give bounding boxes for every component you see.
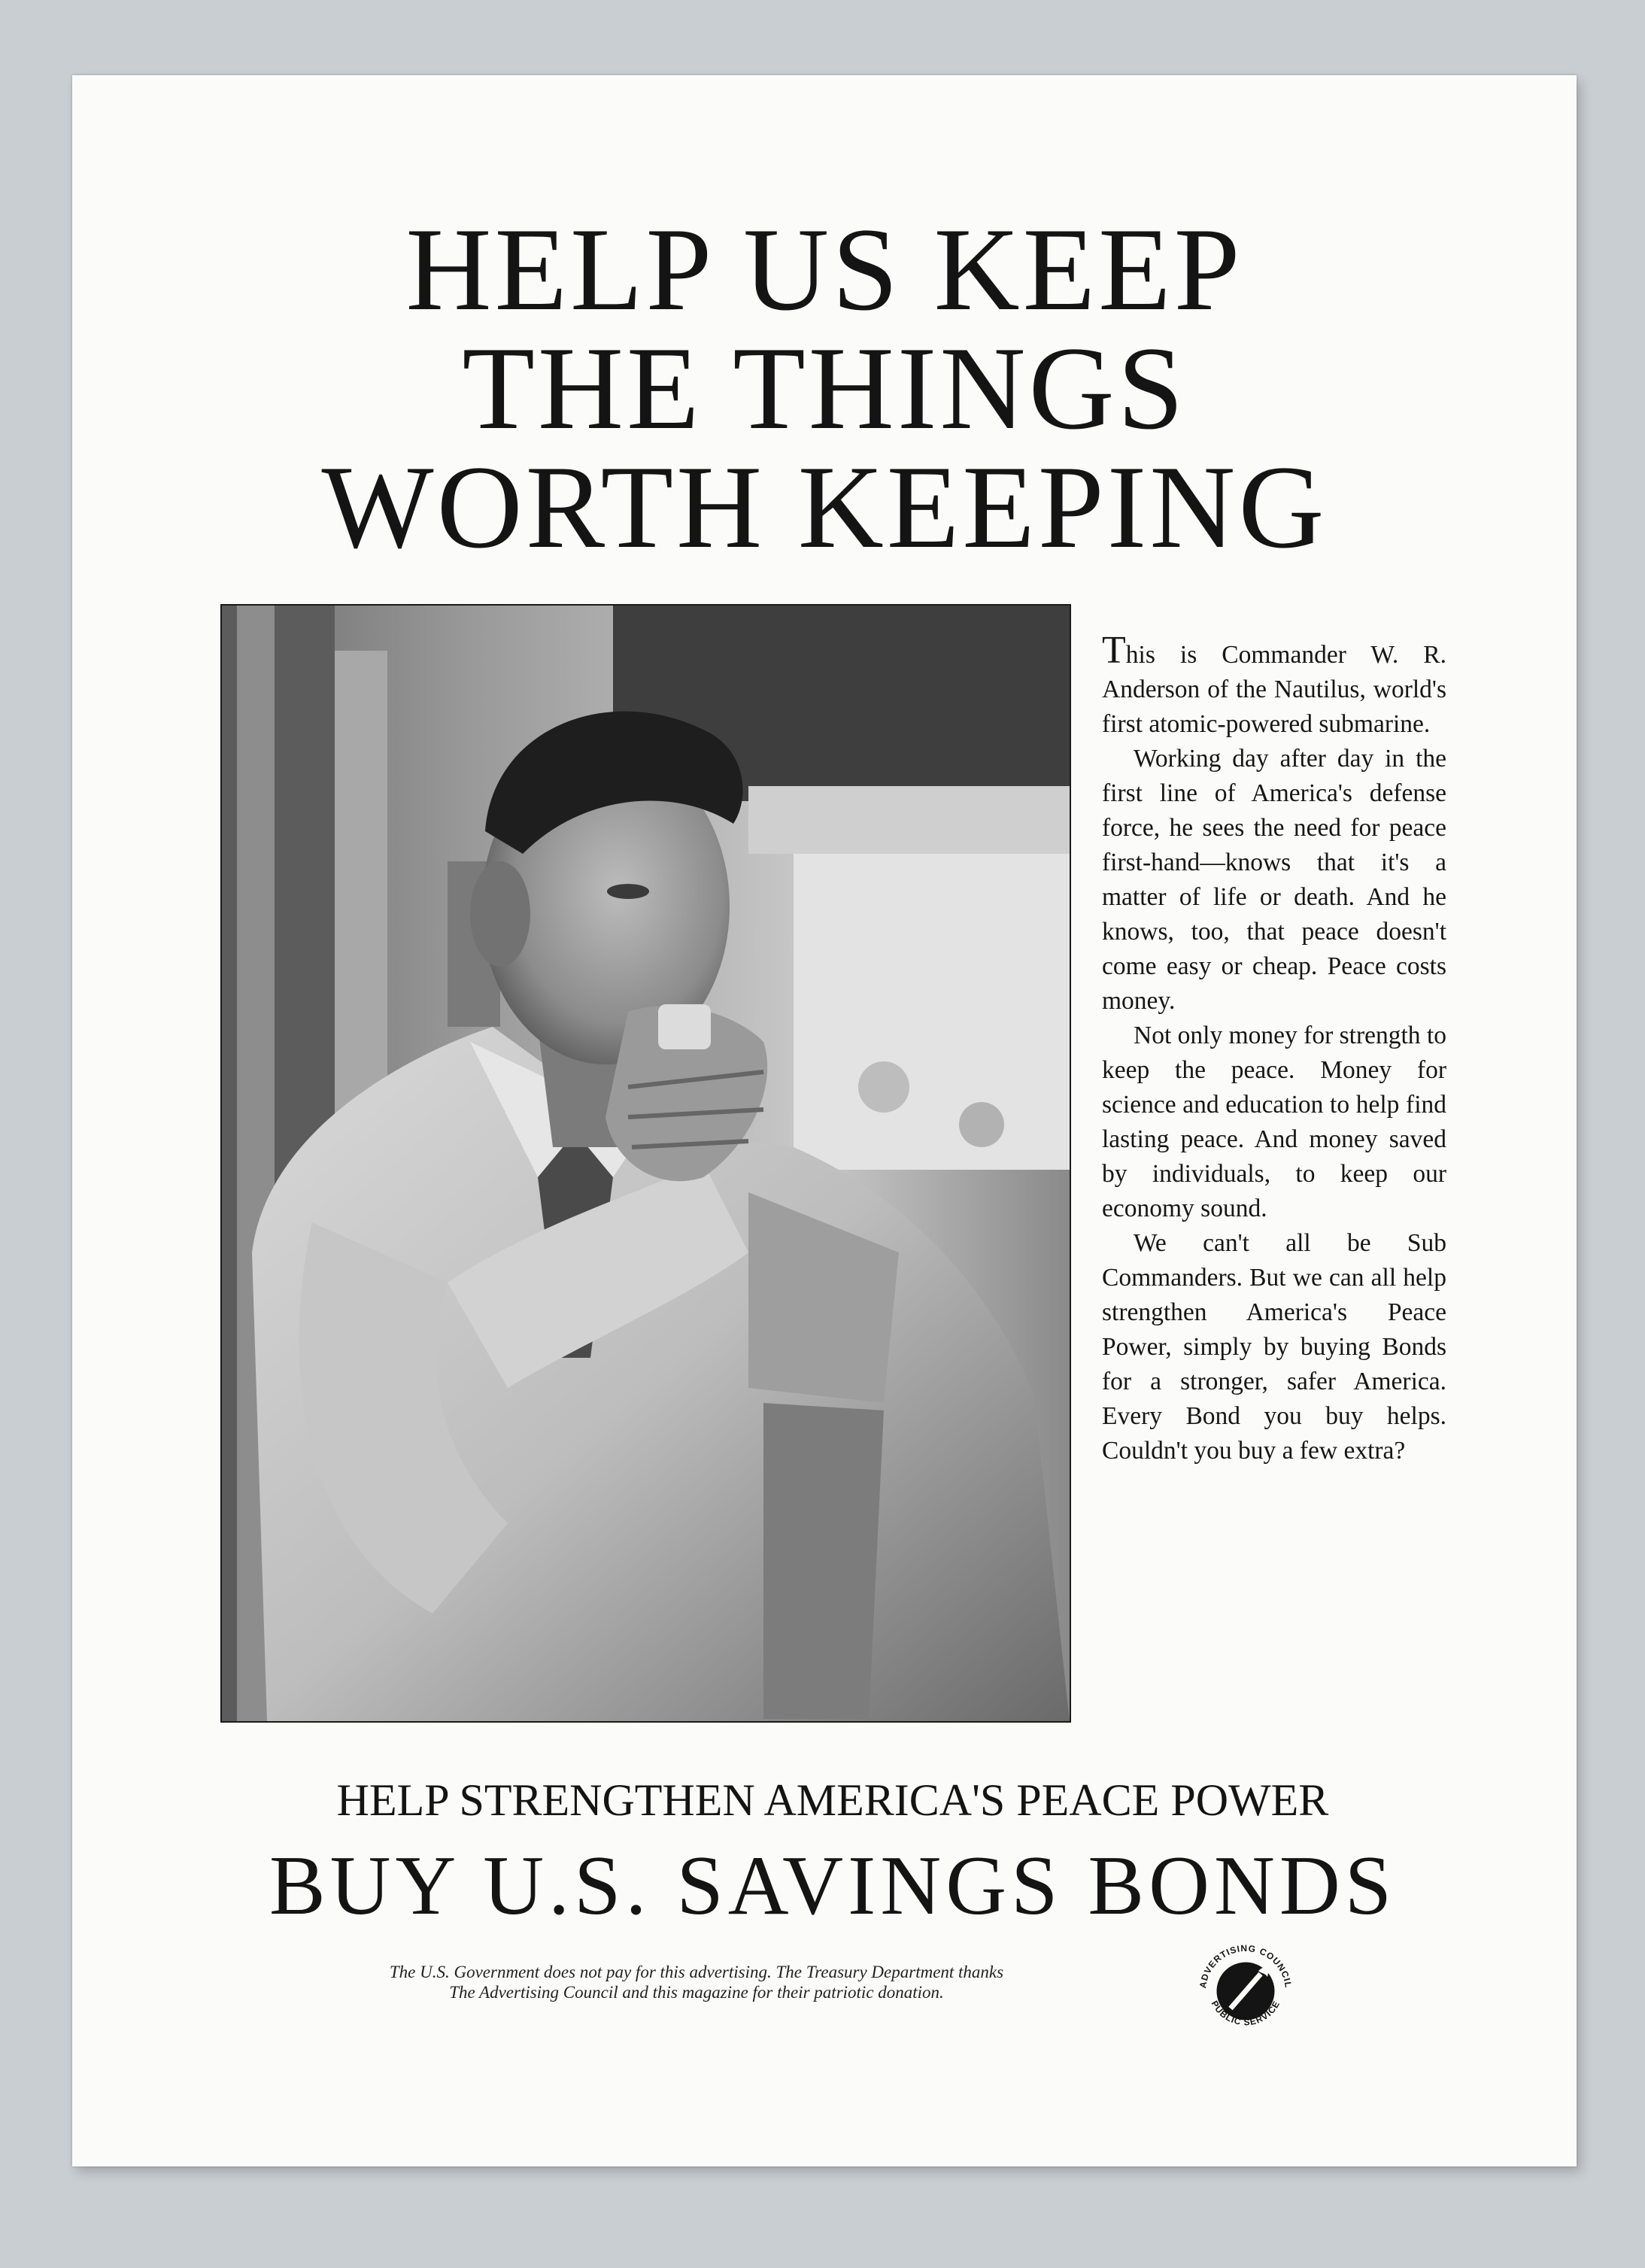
paragraph-1-text: his is Commander W. R. Anderson of the Nautilus, world's first atomic-powered submarine. bbox=[1102, 641, 1446, 738]
disclaimer bbox=[283, 1962, 1110, 2002]
advertising-council-seal bbox=[1189, 1935, 1302, 2048]
headline bbox=[72, 204, 1577, 573]
body-copy bbox=[1102, 629, 1446, 1468]
tagline: HELP STRENGTHEN AMERICA'S PEACE POWER bbox=[336, 1775, 1329, 1825]
paragraph-1 bbox=[1102, 629, 1446, 742]
drop-cap: T bbox=[1102, 629, 1126, 672]
paragraph-3: Not only money for strength to keep the peace. Money for science and education to help find lasting peace. And money saved by individuals, to keep our economy sound. bbox=[1102, 1022, 1446, 1222]
seal-bottom-text: PUBLIC SERVICE bbox=[1209, 1999, 1282, 2028]
call-to-action: BUY U.S. SAVINGS BONDS bbox=[269, 1839, 1397, 1933]
torch-seal-icon bbox=[1189, 1935, 1302, 2048]
disclaimer-line-1: The U.S. Government does not pay for this advertising. The Treasury Department thanks bbox=[389, 1963, 1004, 1981]
magazine-back-cover bbox=[72, 75, 1577, 2166]
commander-photo bbox=[220, 604, 1071, 1723]
headline-line-2: THE THINGS bbox=[462, 323, 1187, 454]
paragraph-4: We can't all be Sub Commanders. But we can all help strengthen America's Peace Power, simply by buying Bonds for a stronger, safer America. Every Bond you buy helps. Couldn't you buy a few extra? bbox=[1102, 1229, 1446, 1465]
paragraph-2: Working day after day in the first line of America's defense force, he sees the need for peace first-hand—knows that it's a matter of life or death. And he knows, too, that peace doesn't come easy or cheap. Peace costs money. bbox=[1102, 745, 1446, 1015]
headline-line-1: HELP US KEEP bbox=[405, 204, 1243, 335]
seal-top-text: ADVERTISING COUNCIL bbox=[1197, 1942, 1294, 1989]
commander-photo-illustration bbox=[222, 606, 1070, 1721]
headline-line-3: WORTH KEEPING bbox=[321, 442, 1328, 573]
disclaimer-line-2: The Advertising Council and this magazine for their patriotic donation. bbox=[449, 1983, 944, 2002]
